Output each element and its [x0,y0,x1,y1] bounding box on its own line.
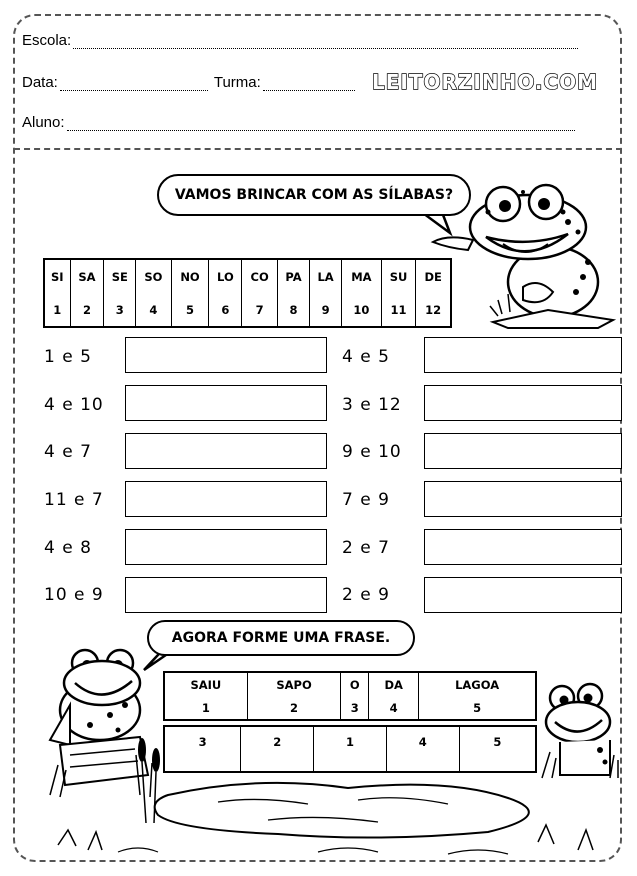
answer-box[interactable] [424,433,622,469]
pair-label-right: 3 e 12 [342,395,402,415]
pair-label-right: 2 e 7 [342,538,390,558]
school-field[interactable] [73,36,578,49]
student-label: Aluno: [22,114,65,131]
order-cell: 2 [241,726,314,772]
number-cell: 6 [209,293,242,327]
syllable-cell: SI [44,259,70,293]
answer-box[interactable] [125,385,327,421]
order-cell: 1 [314,726,387,772]
word-cell: O [341,672,369,696]
syllable-cell: LO [209,259,242,293]
word-number-row [164,696,536,720]
answer-box[interactable] [424,337,622,373]
syllable-cell: MA [342,259,382,293]
site-logo: LEITORZINHO.COM [372,70,599,94]
number-cell: 12 [416,293,451,327]
answer-box[interactable] [424,481,622,517]
student-field[interactable] [67,118,575,131]
number-cell: 1 [44,293,70,327]
syllable-table [43,258,452,328]
frog-icon [428,182,618,330]
word-row [164,672,536,696]
number-cell: 11 [381,293,416,327]
number-row [44,293,451,327]
class-label: Turma: [213,74,261,91]
word-number-cell: 4 [369,696,419,720]
school-label: Escola: [22,32,72,49]
speech-bubble-2 [147,620,415,656]
syllable-cell: SE [104,259,136,293]
answer-box[interactable] [125,577,327,613]
number-cell: 10 [342,293,382,327]
word-number-cell: 3 [341,696,369,720]
answer-box[interactable] [125,337,327,373]
word-cell: DA [369,672,419,696]
pond-icon [18,770,618,858]
pair-label-right: 9 e 10 [342,442,402,462]
order-cell: 5 [459,726,536,772]
order-cell: 4 [386,726,459,772]
syllable-cell: SA [70,259,104,293]
syllable-row [44,259,451,293]
pair-label-left: 11 e 7 [44,490,104,510]
answer-box[interactable] [424,385,622,421]
number-cell: 9 [310,293,342,327]
syllable-cell: CO [242,259,278,293]
answer-box[interactable] [424,577,622,613]
pair-label-left: 4 e 8 [44,538,92,558]
syllable-cell: LA [310,259,342,293]
word-cell: SAPO [247,672,341,696]
word-number-cell: 1 [164,696,247,720]
pair-label-right: 4 e 5 [342,347,390,367]
syllable-cell: SU [381,259,416,293]
word-number-cell: 5 [419,696,536,720]
number-cell: 8 [278,293,310,327]
student-row [22,114,575,131]
pair-label-left: 4 e 10 [44,395,104,415]
syllable-cell: SO [136,259,171,293]
order-cell: 3 [164,726,241,772]
number-cell: 4 [136,293,171,327]
pair-label-left: 4 e 7 [44,442,92,462]
pair-label-left: 1 e 5 [44,347,92,367]
order-table [163,725,537,773]
header-divider [14,148,622,150]
word-table [163,671,537,721]
syllable-cell: DE [416,259,451,293]
number-cell: 7 [242,293,278,327]
order-row [164,726,536,772]
pair-label-left: 10 e 9 [44,585,104,605]
speech-bubble-1 [157,174,471,216]
pair-label-right: 7 e 9 [342,490,390,510]
answer-box[interactable] [125,481,327,517]
word-number-cell: 2 [247,696,341,720]
bubble-text-1: VAMOS BRINCAR COM AS SÍLABAS? [174,187,454,203]
date-row [22,74,355,91]
school-row [22,32,578,49]
number-cell: 2 [70,293,104,327]
word-cell: LAGOA [419,672,536,696]
word-cell: SAIU [164,672,247,696]
date-label: Data: [22,74,58,91]
answer-box[interactable] [125,433,327,469]
number-cell: 3 [104,293,136,327]
syllable-cell: PA [278,259,310,293]
date-field[interactable] [60,78,208,91]
frog-icon [540,680,620,780]
pair-label-right: 2 e 9 [342,585,390,605]
syllable-cell: NO [171,259,209,293]
answer-box[interactable] [424,529,622,565]
bubble-text-2: AGORA FORME UMA FRASE. [171,630,391,646]
answer-box[interactable] [125,529,327,565]
class-field[interactable] [263,78,355,91]
number-cell: 5 [171,293,209,327]
